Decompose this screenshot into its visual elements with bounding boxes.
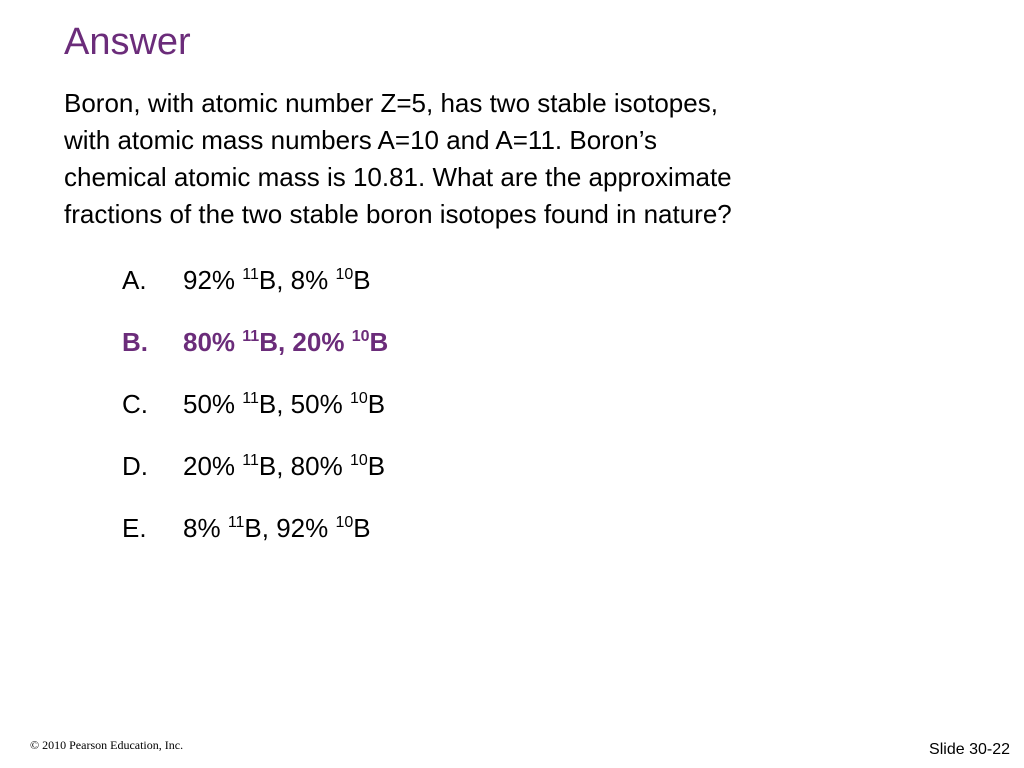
question-line: with atomic mass numbers A=10 and A=11. Boron’s	[64, 125, 658, 155]
option-letter: A.	[122, 265, 147, 295]
question-text	[64, 85, 964, 233]
option-text: 20% $^{11}$B, 80% $^{10}$B	[183, 451, 386, 481]
option-letter: C.	[122, 389, 148, 419]
option-e	[122, 510, 388, 572]
answer-options	[122, 262, 388, 572]
option-text: 80% $^{11}$B, 20% $^{10}$B	[183, 327, 389, 357]
question-line: fractions of the two stable boron isotopes found in nature?	[64, 199, 732, 229]
option-a	[122, 262, 388, 324]
option-b-correct	[122, 324, 388, 386]
option-text: 8% $^{11}$B, 92% $^{10}$B	[183, 513, 371, 543]
question-line: chemical atomic mass is 10.81. What are the approximate	[64, 162, 732, 192]
copyright-notice: © 2010 Pearson Education, Inc.	[30, 738, 184, 752]
slide-number: Slide 30-22	[929, 741, 1010, 758]
option-text: 92% $^{11}$B, 8% $^{10}$B	[183, 265, 371, 295]
slide-title: Answer	[64, 21, 191, 63]
option-letter: D.	[122, 451, 148, 481]
option-text: 50% $^{11}$B, 50% $^{10}$B	[183, 389, 386, 419]
option-d	[122, 448, 388, 510]
question-line: Boron, with atomic number Z=5, has two stable isotopes,	[64, 88, 718, 118]
option-c	[122, 386, 388, 448]
option-letter: B.	[122, 327, 148, 357]
option-letter: E.	[122, 513, 147, 543]
